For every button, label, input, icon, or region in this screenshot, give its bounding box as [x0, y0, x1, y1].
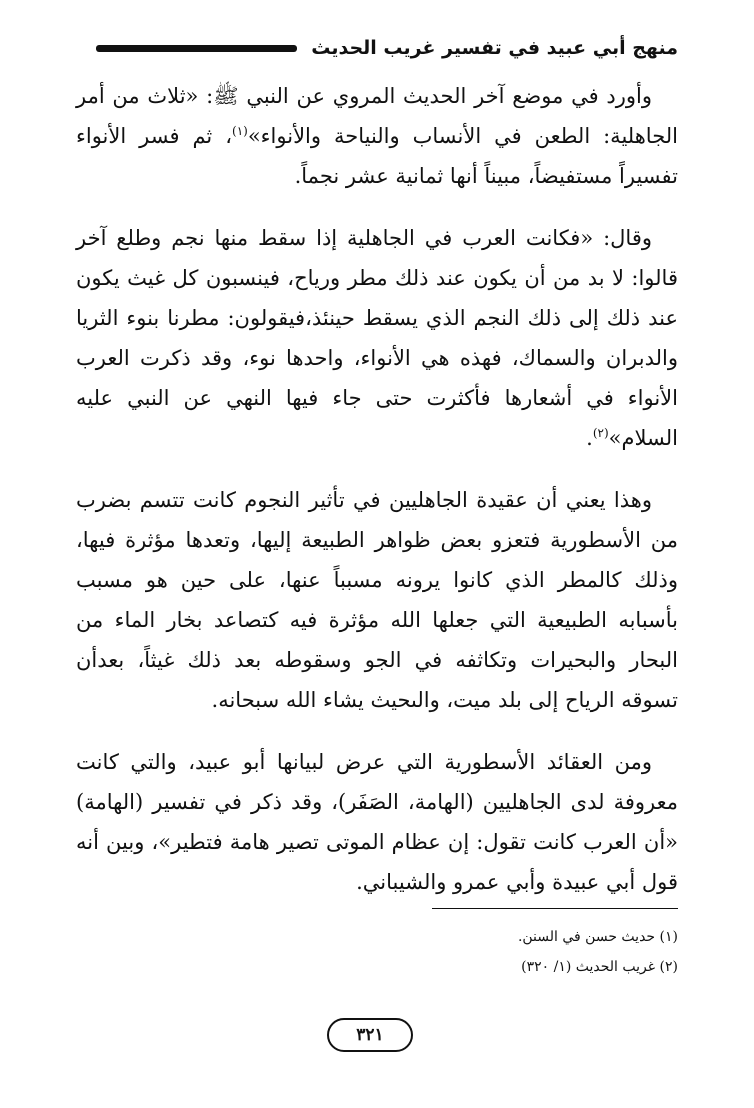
body-text	[76, 76, 678, 924]
header-rule	[96, 45, 297, 52]
footnote-1: (١) حديث حسن في السنن.	[517, 929, 678, 945]
footnote-marker-2: (٢)	[592, 426, 609, 440]
paragraph-1-text-after: ، ثم فسر الأنواء تفسيراً مستفيضاً، مبيناً أنها ثمانية عشر نجماً.	[76, 124, 678, 188]
paragraph-1-text: وأورد في موضع آخر الحديث المروي عن النبي ﷺ: «ثلاث من أمر الجاهلية: الطعن في الأنساب والنياحة والأنواء»	[76, 84, 678, 148]
footnote-2: (٢) غريب الحديث (١/ ٣٢٠)	[521, 959, 678, 975]
footnote-marker-1: (١)	[232, 124, 248, 138]
paragraph-2-text-after: .	[586, 426, 593, 450]
paragraph-3-text: وهذا يعني أن عقيدة الجاهليين في تأثير النجوم كانت تتسم بضرب من الأسطورية فتعزو بعض ظواهر الطبيعة إليها، وتعدها مؤثرة فيها، وذلك كالمطر الذي كانوا يرونه مسبباً عنها، على حين هو مسبب بأسبابه الطبيعية التي جعلها الله مؤثرة فيه كتصاعد بخار الماء من البحار والبحيرات وتكاثفه في الجو وسقوطه بعد ذلك غيثاً، بعدأن تسوقه الرياح إلى بلد ميت، والىحيث يشاء الله سبحانه.	[76, 488, 678, 712]
footnote-rule	[432, 908, 678, 909]
paragraph-1	[76, 76, 678, 196]
paragraph-3	[76, 480, 678, 720]
paragraph-2-text: وقال: «فكانت العرب في الجاهلية إذا سقط منها نجم وطلع آخر قالوا: لا بد من أن يكون عند ذلك مطر ورياح، فينسبون كل غيث يكون عند ذلك إلى ذلك النجم الذي يسقط حينئذ،فيقولون: مطرنا بنوء الثريا والدبران والسماك، فهذه هي الأنواء، واحدها نوء، وقد ذكرت العرب الأنواء في أشعارها فأكثرت حتى جاء فيها النهي عن النبي عليه السلام»	[76, 226, 678, 450]
paragraph-4-text: ومن العقائد الأسطورية التي عرض لبيانها أبو عبيد، والتي كانت معروفة لدى الجاهليين (الهامة، الصَفَر)، وقد ذكر في تفسير (الهامة) «أن العرب كانت تقول: إن عظام الموتى تصير هامة فتطير»، وبين أنه قول أبي عبيدة وأبي عمرو والشيباني.	[76, 750, 678, 894]
paragraph-4	[76, 742, 678, 902]
paragraph-2	[76, 218, 678, 458]
footnotes	[300, 922, 678, 982]
page-number: ٣٢١	[327, 1018, 413, 1052]
header-title: منهج أبي عبيد في تفسير غريب الحديث	[311, 37, 678, 59]
running-header	[96, 28, 678, 68]
